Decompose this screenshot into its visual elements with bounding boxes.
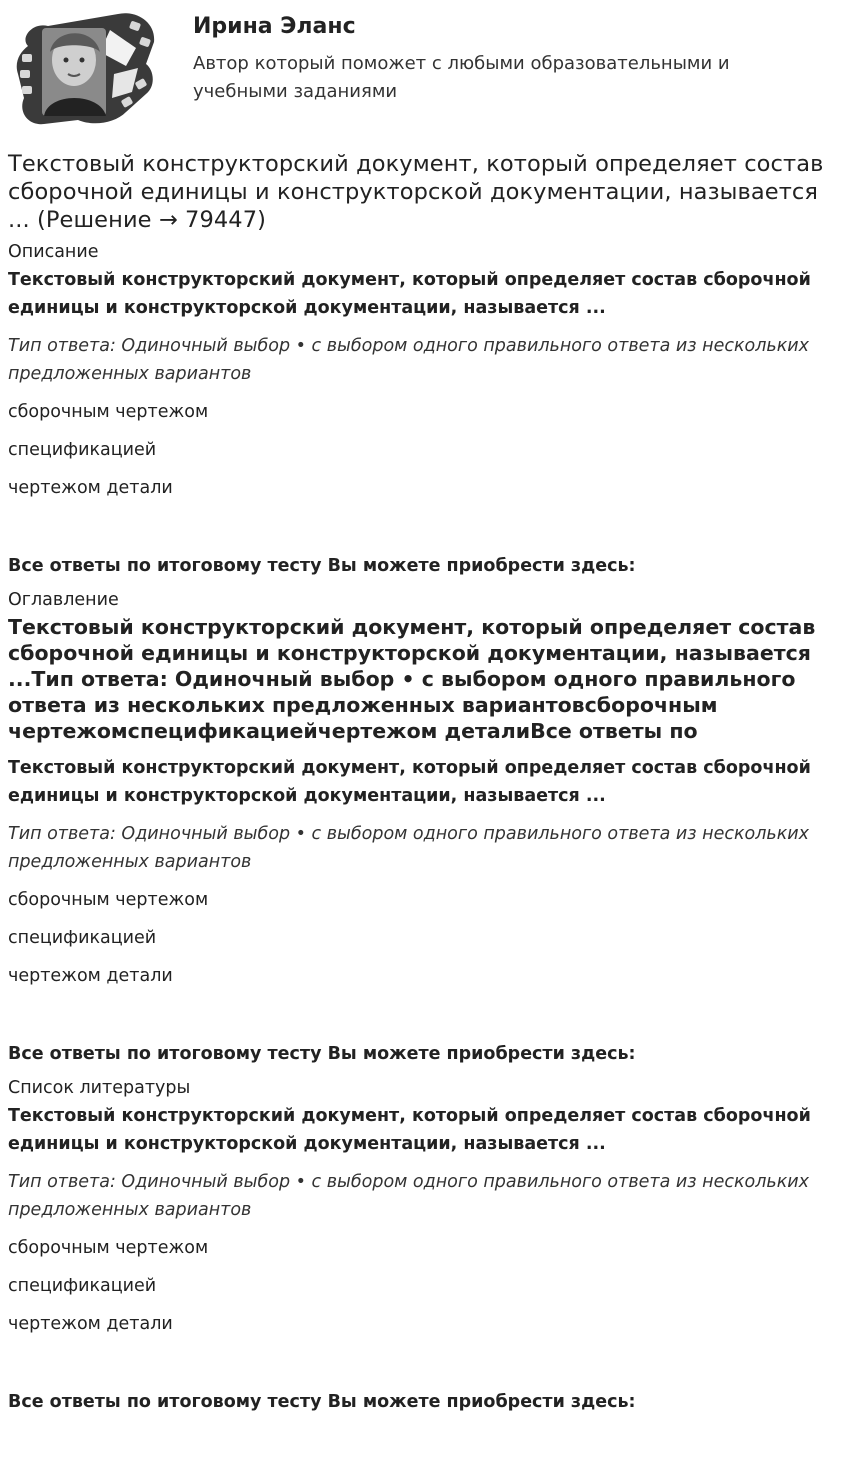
author-header	[8, 0, 839, 136]
author-description: Автор который поможет с любыми образовательными и учебными заданиями	[193, 53, 730, 102]
question-text: Текстовый конструкторский документ, который определяет состав сборочной единицы и конструкторской документации, называется ...	[8, 270, 811, 318]
description-section	[8, 240, 839, 580]
all-answers-note: Все ответы по итоговому тесту Вы можете приобрести здесь:	[8, 1044, 636, 1064]
answer-option: сборочным чертежом	[8, 1238, 209, 1258]
answer-option: спецификацией	[8, 1276, 157, 1296]
question-text: Текстовый конструкторский документ, который определяет состав сборочной единицы и конструкторской документации, называется ...	[8, 758, 811, 806]
section-label-description: Описание	[8, 242, 99, 262]
references-section	[8, 1076, 839, 1416]
film-strip-portrait-icon	[14, 8, 160, 128]
all-answers-note: Все ответы по итоговому тесту Вы можете приобрести здесь:	[8, 556, 636, 576]
author-name[interactable]: Ирина Эланс	[193, 14, 356, 39]
answer-option: чертежом детали	[8, 966, 173, 986]
page-title: Текстовый конструкторский документ, который определяет состав сборочной единицы и конструкторской документации, называется ... (Решение → 79447)	[8, 151, 824, 233]
answer-option: спецификацией	[8, 440, 157, 460]
answer-option: чертежом детали	[8, 478, 173, 498]
answer-option: спецификацией	[8, 928, 157, 948]
section-label-references: Список литературы	[8, 1078, 191, 1098]
toc-section	[8, 588, 839, 1068]
question-text: Текстовый конструкторский документ, который определяет состав сборочной единицы и конструкторской документации, называется ...	[8, 1106, 811, 1154]
answer-type: Тип ответа: Одиночный выбор • с выбором одного правильного ответа из нескольких предложенных вариантов	[8, 824, 810, 872]
toc-heading: Текстовый конструкторский документ, который определяет состав сборочной единицы и конструкторской документации, называется ...Тип ответа: Одиночный выбор • с выбором одного правильного ответа из нескольких предложенных вариантовсборочным чертежомспецификациейчертежом деталиВсе ответы по	[8, 615, 816, 743]
answer-type: Тип ответа: Одиночный выбор • с выбором одного правильного ответа из нескольких предложенных вариантов	[8, 1172, 810, 1220]
section-label-toc: Оглавление	[8, 590, 119, 610]
answer-type: Тип ответа: Одиночный выбор • с выбором одного правильного ответа из нескольких предложенных вариантов	[8, 336, 810, 384]
answer-option: сборочным чертежом	[8, 402, 209, 422]
all-answers-note: Все ответы по итоговому тесту Вы можете приобрести здесь:	[8, 1392, 636, 1412]
answer-option: сборочным чертежом	[8, 890, 209, 910]
answer-option: чертежом детали	[8, 1314, 173, 1334]
